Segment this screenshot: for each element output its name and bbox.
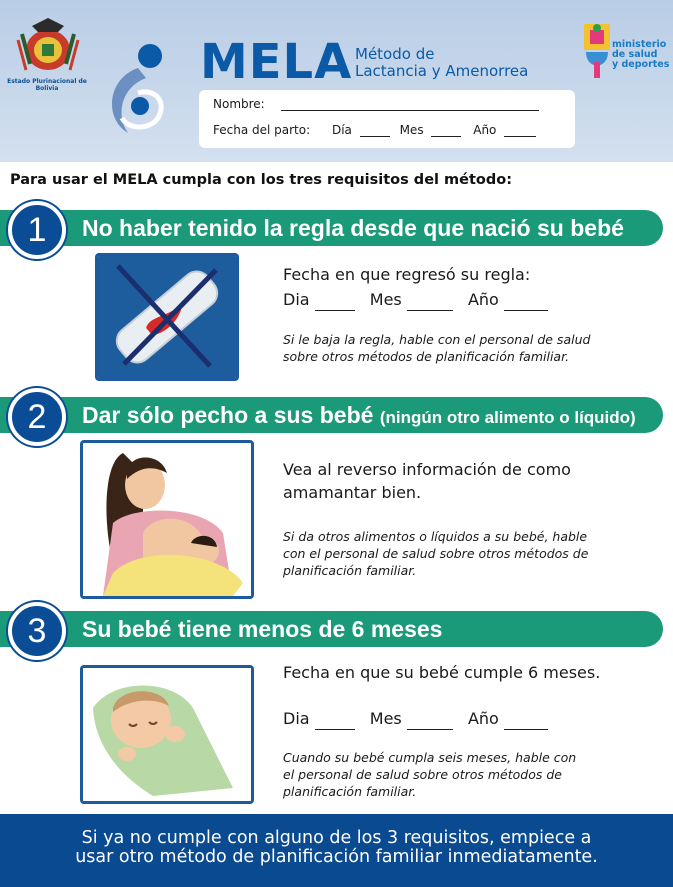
requirement-2-title xyxy=(82,402,636,429)
birth-day-label: Día xyxy=(331,123,352,137)
six-months-day-field[interactable] xyxy=(315,713,355,730)
requirement-2-note-line-1: Si da otros alimentos o líquidos a su bebé, hable xyxy=(283,529,588,544)
crossed-pad-icon xyxy=(98,256,236,378)
requirement-1-prompt: Fecha en que regresó su regla: xyxy=(283,265,531,284)
requirement-2-number: 2 xyxy=(8,388,66,446)
name-field[interactable] xyxy=(281,110,539,111)
name-row xyxy=(213,97,539,111)
requirement-3-number: 3 xyxy=(8,602,66,660)
period-date-row xyxy=(283,289,548,311)
swaddled-baby-icon xyxy=(83,668,251,801)
period-month-label: Mes xyxy=(369,290,402,309)
requirement-3-prompt: Fecha en que su bebé cumple 6 meses. xyxy=(283,663,601,682)
sanitary-pad-illustration xyxy=(95,253,239,381)
period-year-field[interactable] xyxy=(504,294,548,311)
requirement-1-note xyxy=(283,331,590,365)
birth-year-label: Año xyxy=(473,123,497,137)
requirement-3-note-line-1: Cuando su bebé cumpla seis meses, hable con xyxy=(283,750,577,765)
requirement-2-band xyxy=(0,397,663,433)
footer-text xyxy=(0,814,673,867)
requirement-2-note-line-3: planificación familiar. xyxy=(283,563,417,578)
ministry-line-2: de salud xyxy=(612,49,658,60)
birth-date-label: Fecha del parto: xyxy=(213,123,311,137)
period-day-field[interactable] xyxy=(315,294,355,311)
six-months-date-row xyxy=(283,708,548,730)
six-months-day-label: Dia xyxy=(283,709,310,728)
ministry-name xyxy=(612,40,669,70)
header xyxy=(0,0,673,162)
birth-month-field[interactable] xyxy=(431,136,461,137)
mother-baby-logo-icon xyxy=(98,38,178,138)
requirement-2-title-main: Dar sólo pecho a sus bebé xyxy=(82,402,374,428)
requirement-3-note xyxy=(283,749,576,800)
footer-banner xyxy=(0,814,673,887)
six-months-year-field[interactable] xyxy=(504,713,548,730)
requirement-1-note-line-1: Si le baja la regla, hable con el personal de salud xyxy=(283,332,591,347)
baby-illustration xyxy=(80,665,254,804)
birth-date-row xyxy=(213,123,536,137)
patient-info-box xyxy=(199,90,575,148)
requirement-2-note-line-2: con el personal de salud sobre otros métodos de xyxy=(283,546,589,561)
page-title: MELA xyxy=(200,34,353,90)
requirement-3-band xyxy=(0,611,663,647)
six-months-month-field[interactable] xyxy=(407,713,453,730)
mother-breastfeeding-icon xyxy=(83,443,251,596)
birth-day-field[interactable] xyxy=(360,136,390,137)
requirement-3-note-line-3: planificación familiar. xyxy=(283,784,417,799)
birth-year-field[interactable] xyxy=(504,136,536,137)
footer-line-2: usar otro método de planificación familiar inmediatamente. xyxy=(75,847,598,867)
ministry-line-3: y deportes xyxy=(612,59,670,70)
bolivia-coat-of-arms-icon xyxy=(12,14,84,76)
period-month-field[interactable] xyxy=(407,294,453,311)
emblem-caption: Estado Plurinacional de Bolivia xyxy=(7,78,87,92)
requirement-3-note-line-2: el personal de salud sobre otros métodos de xyxy=(283,767,562,782)
six-months-year-label: Año xyxy=(467,709,499,728)
period-year-label: Año xyxy=(467,290,499,309)
birth-month-label: Mes xyxy=(399,123,424,137)
subtitle-line-2: Lactancia y Amenorrea xyxy=(355,62,529,80)
requirement-1-band xyxy=(0,210,663,246)
breastfeeding-illustration xyxy=(80,440,254,599)
six-months-month-label: Mes xyxy=(369,709,402,728)
period-day-label: Dia xyxy=(283,290,310,309)
requirement-2-prompt-line-1: Vea al reverso información de como xyxy=(283,460,571,479)
page-subtitle xyxy=(355,46,528,80)
requirement-2-prompt-line-2: amamantar bien. xyxy=(283,483,422,502)
requirement-2-note xyxy=(283,528,588,579)
subtitle-line-1: Método de xyxy=(355,45,435,63)
requirement-1-title: No haber tenido la regla desde que nació su bebé xyxy=(82,215,624,241)
footer-line-1: Si ya no cumple con alguno de los 3 requisitos, empiece a xyxy=(81,828,592,848)
intro-heading: Para usar el MELA cumpla con los tres requisitos del método: xyxy=(10,172,513,188)
requirement-1-number: 1 xyxy=(8,201,66,259)
ministry-line-1: ministerio xyxy=(612,39,667,50)
requirement-3-title: Su bebé tiene menos de 6 meses xyxy=(82,616,443,642)
name-label: Nombre: xyxy=(213,97,265,111)
requirement-2-title-small: (ningún otro alimento o líquido) xyxy=(379,408,636,427)
requirement-1-note-line-2: sobre otros métodos de planificación familiar. xyxy=(283,349,570,364)
